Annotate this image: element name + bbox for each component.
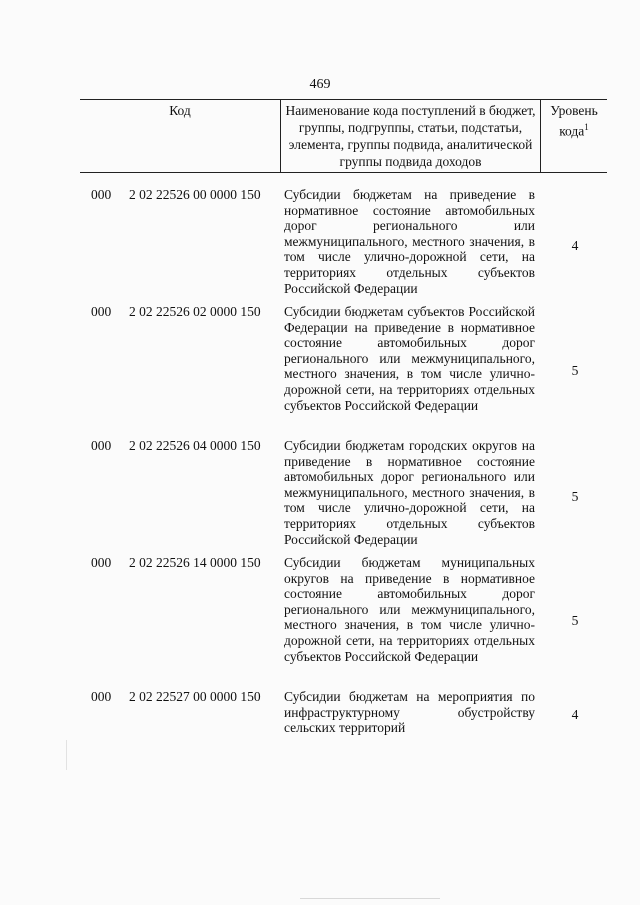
income-code: 2 02 22526 14 0000 150 (129, 555, 261, 570)
income-code: 2 02 22526 00 0000 150 (129, 187, 261, 202)
scan-edge-mark (66, 740, 67, 770)
code-level: 4 (571, 707, 579, 722)
header-code: Код (80, 100, 281, 173)
table-header (80, 99, 607, 173)
admin-code: 000 (91, 438, 112, 453)
admin-code: 000 (91, 689, 112, 704)
code-level: 5 (571, 613, 579, 628)
income-code: 2 02 22526 02 0000 150 (129, 304, 261, 319)
code-level: 4 (571, 238, 579, 253)
code-level: 5 (571, 363, 579, 378)
income-name: Субсидии бюджетам на приведение в нормативное состояние автомобильных дорог регионального или межмуниципального, местного значения, в том числе улично-дорожной сети, на территориях отдельных субъектов Российской Федерации (284, 187, 535, 296)
header-level (541, 100, 608, 173)
code-level: 5 (571, 489, 579, 504)
header-name: Наименование кода поступлений в бюджет, группы, подгруппы, статьи, подстатьи, элемента, группы подвида, аналитической группы подвида доходов (281, 100, 541, 173)
income-name: Субсидии бюджетам на мероприятия по инфраструктурному обустройству сельских территорий (284, 689, 535, 736)
admin-code: 000 (91, 187, 112, 202)
page-number: 469 (309, 77, 331, 92)
income-code: 2 02 22526 04 0000 150 (129, 438, 261, 453)
income-name: Субсидии бюджетам субъектов Российской Федерации на приведение в нормативное состояние автомобильных дорог регионального или межмуниципального, местного значения, в том числе улично-дорожной сети, на территориях отдельных субъектов Российской Федерации (284, 304, 535, 413)
admin-code: 000 (91, 555, 112, 570)
header-level-footnote: 1 (584, 122, 589, 132)
income-name: Субсидии бюджетам городских округов на приведение в нормативное состояние автомобильных дорог регионального или межмуниципального, местного значения, в том числе улично-дорожной сети, на территориях отдельных субъектов Российской Федерации (284, 438, 535, 547)
scan-edge-line (300, 898, 440, 899)
header-level-label: Уровень кода (550, 103, 598, 139)
admin-code: 000 (91, 304, 112, 319)
income-name: Субсидии бюджетам муниципальных округов на приведение в нормативное состояние автомобильных дорог регионального или межмуниципального, местного значения, в том числе улично-дорожной сети, на территориях отдельных субъектов Российской Федерации (284, 555, 535, 664)
income-code: 2 02 22527 00 0000 150 (129, 689, 261, 704)
